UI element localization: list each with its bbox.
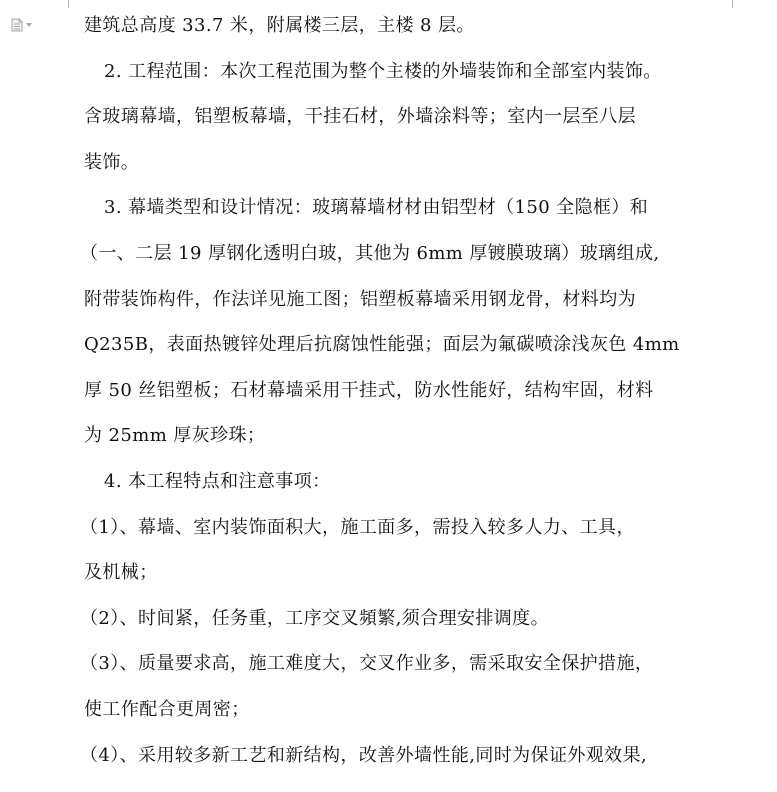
text-line-5: 3. 幕墙类型和设计情况：玻璃幕墙材材由铝型材（150 全隐框）和 bbox=[104, 197, 649, 219]
text-line-11: 4. 本工程特点和注意事项： bbox=[104, 470, 331, 492]
text-line-2: 2. 工程范围：本次工程范围为整个主楼的外墙装饰和全部室内装饰。 bbox=[104, 60, 662, 82]
text-line-1: 建筑总高度 33.7 米，附属楼三层，主楼 8 层。 bbox=[84, 15, 475, 36]
text-line-14: （2）、时间紧，任务重，工序交叉頻繁,须合理安排调度。 bbox=[80, 607, 549, 629]
text-line-4: 装饰。 bbox=[84, 151, 140, 173]
paragraph-menu-button[interactable] bbox=[11, 17, 39, 33]
text-line-8: Q235B，表面热镀锌处理后抗腐蚀性能强；面层为氟碳喷涂浅灰色 4mm bbox=[84, 334, 680, 356]
text-line-15: （3）、质量要求高，施工难度大，交叉作业多，需采取安全保护措施， bbox=[80, 653, 654, 675]
text-line-10: 为 25mm 厚灰珍珠； bbox=[84, 425, 266, 447]
margin-corner-mark-right bbox=[732, 0, 743, 8]
chevron-down-icon bbox=[26, 23, 32, 27]
text-line-16: 使工作配合更周密； bbox=[84, 698, 250, 720]
document-body bbox=[80, 9, 724, 784]
document-icon bbox=[11, 18, 23, 32]
text-line-9: 厚 50 丝铝塑板；石材幕墙采用干挂式，防水性能好，结构牢固，材料 bbox=[84, 379, 654, 401]
text-line-3: 含玻璃幕墙，铝塑板幕墙，干挂石材，外墙涂料等；室内一层至八层 bbox=[84, 106, 636, 128]
text-line-7: 附带装饰构件，作法详见施工图；铝塑板幕墙采用钢龙骨，材料均为 bbox=[84, 288, 636, 310]
text-line-17: （4）、采用较多新工艺和新结构，改善外墙性能,同时为保证外观效果, bbox=[80, 744, 648, 766]
text-line-12: （1）、幕墙、室内装饰面积大，施工面多，需投入较多人力、工具， bbox=[80, 516, 635, 538]
text-line-13: 及机械； bbox=[84, 562, 158, 584]
text-line-6: （一、二层 19 厚钢化透明白玻，其他为 6mm 厚镀膜玻璃）玻璃组成, bbox=[80, 242, 660, 264]
margin-corner-mark-left bbox=[58, 0, 69, 8]
